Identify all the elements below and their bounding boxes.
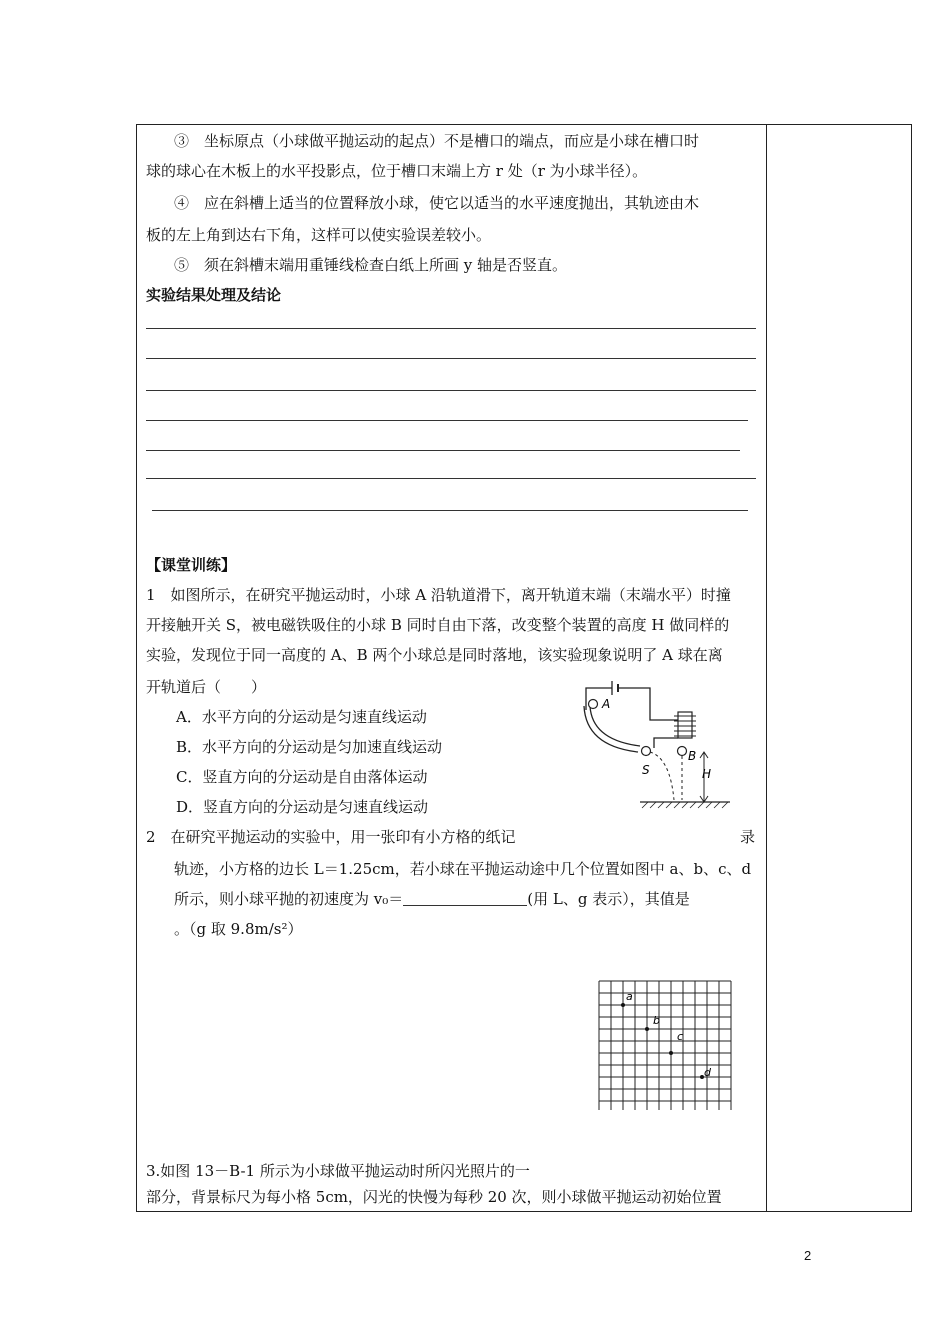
switch-s	[642, 747, 651, 756]
q3-line: 部分，背景标尺为每小格 5cm，闪光的快慢为每秒 20 次，则小球做平抛运动初始位置	[146, 1188, 722, 1206]
grid-figure	[598, 980, 732, 1110]
point-label-a: a	[626, 990, 633, 1003]
note-line: ③ 坐标原点（小球做平抛运动的起点）不是槽口的端点，而应是小球在槽口时	[174, 132, 700, 150]
q2-line	[146, 884, 786, 914]
point-b	[645, 1027, 649, 1031]
apparatus-figure	[574, 678, 744, 814]
answer-line	[146, 420, 748, 421]
point-a	[621, 1003, 625, 1007]
table-column-divider	[766, 124, 767, 1212]
q2-line: 。（g 取 9.8m/s²）	[174, 920, 303, 938]
point-c	[669, 1051, 673, 1055]
answer-line	[152, 510, 748, 511]
note-line: 板的左上角到达右下角，这样可以使实验误差较小。	[146, 226, 492, 244]
label-a: A	[602, 697, 611, 711]
label-h: H	[702, 767, 712, 781]
page-number: 2	[804, 1248, 812, 1263]
q2-line3a: 所示，则小球平抛的初速度为 v₀＝	[174, 890, 404, 908]
answer-line	[146, 358, 756, 359]
q1-line: 开轨道后（ ）	[146, 678, 267, 696]
point-label-d: d	[704, 1066, 711, 1079]
answer-line	[146, 450, 740, 451]
answer-line	[146, 328, 756, 329]
point-label-b: b	[653, 1014, 660, 1027]
note-line: 球的球心在木板上的水平投影点，位于槽口末端上方 r 处（r 为小球半径）。	[146, 162, 648, 180]
q2-line: 轨迹，小方格的边长 L＝1.25cm，若小球在平抛运动途中几个位置如图中 a、b、c、d	[174, 860, 752, 878]
q1-option-d: D．竖直方向的分运动是匀速直线运动	[176, 798, 429, 816]
answer-blank[interactable]	[403, 887, 527, 906]
q2-line1: 2 在研究平抛运动的实验中，用一张印有小方格的纸记	[146, 828, 516, 846]
answer-line	[146, 390, 756, 391]
result-heading: 实验结果处理及结论	[146, 286, 282, 304]
answer-line	[146, 478, 756, 479]
q2-line1-end: 录	[740, 828, 756, 846]
note-line: ⑤ 须在斜槽末端用重锤线检查白纸上所画 y 轴是否竖直。	[174, 256, 568, 274]
point-label-c: c	[677, 1030, 684, 1043]
q1-line: 1 如图所示，在研究平抛运动时，小球 A 沿轨道滑下，离开轨道末端（末端水平）时撞	[146, 586, 731, 604]
q3-line: 3.如图 13－B-1 所示为小球做平抛运动时所闪光照片的一	[146, 1162, 530, 1180]
q1-option-a: A．水平方向的分运动是匀速直线运动	[176, 708, 427, 726]
q1-line: 开接触开关 S，被电磁铁吸住的小球 B 同时自由下落，改变整个装置的高度 H 做同样的	[146, 616, 730, 634]
q1-option-c: C．竖直方向的分运动是自由落体运动	[176, 768, 428, 786]
ball-b	[678, 747, 687, 756]
q1-line: 实验，发现位于同一高度的 A、B 两个小球总是同时落地，该实验现象说明了 A 球在离	[146, 646, 723, 664]
label-s: S	[642, 763, 650, 777]
label-b: B	[688, 749, 697, 763]
q2-line3b: (用 L、g 表示），其值是	[527, 890, 690, 908]
ball-a	[589, 700, 598, 709]
q1-option-b: B．水平方向的分运动是匀加速直线运动	[176, 738, 443, 756]
training-heading: 【课堂训练】	[146, 556, 237, 574]
q2-line	[146, 822, 758, 852]
note-line: ④ 应在斜槽上适当的位置释放小球，使它以适当的水平速度抛出，其轨迹由木	[174, 194, 700, 212]
